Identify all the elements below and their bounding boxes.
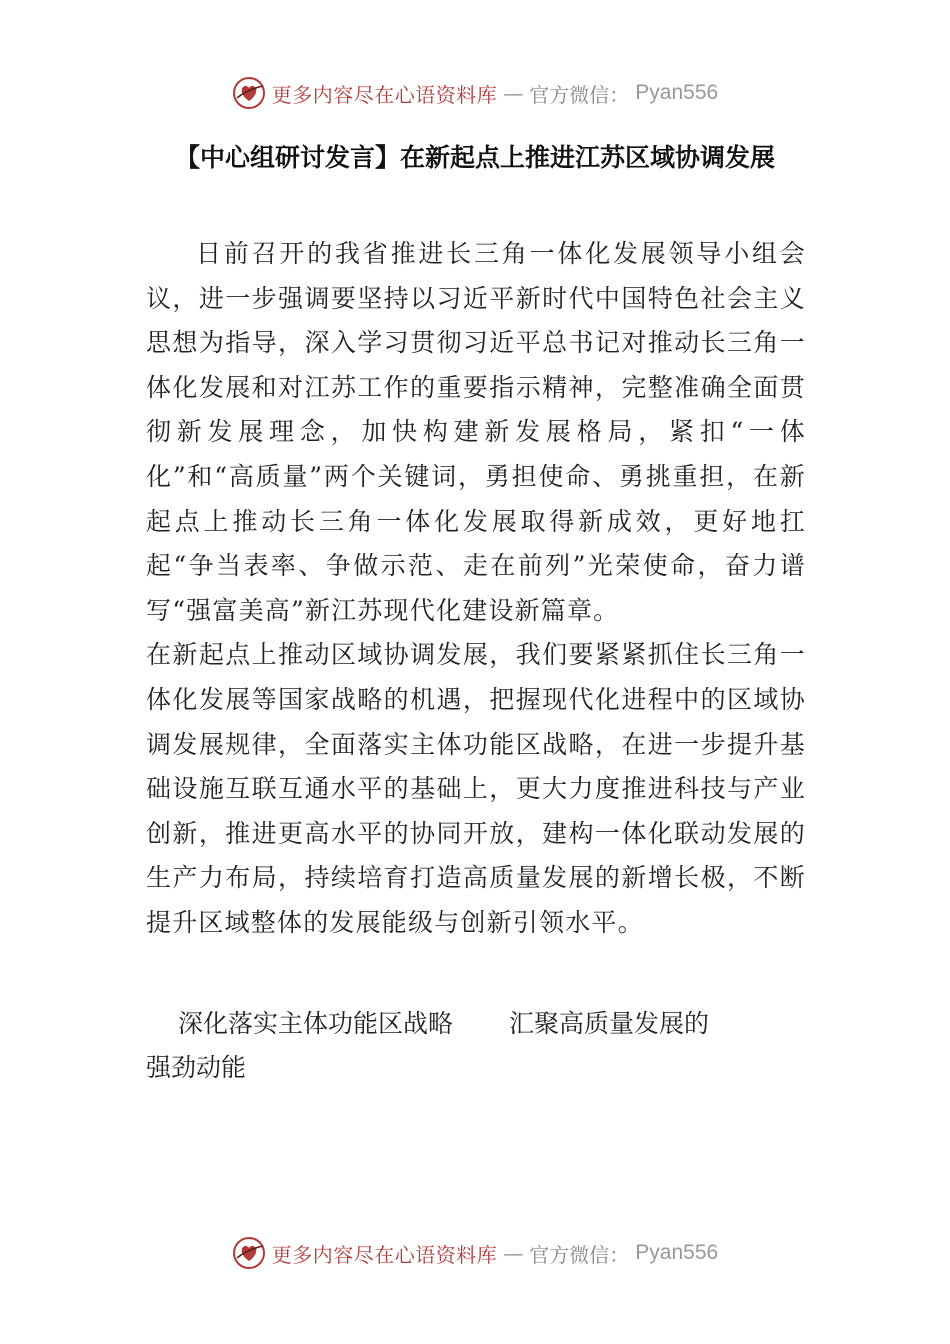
watermark-header — [0, 73, 950, 113]
subheading-part-3: 强劲动能 — [146, 1053, 247, 1082]
paragraph-2: 在新起点上推动区域协调发展，我们要紧紧抓住长三角一体化发展等国家战略的机遇，把握现代化进程中的区域协调发展规律，全面落实主体功能区战略，在进一步提升基础设施互联互通水平的基础上，更大力度推进科技与产业创新，推进更高水平的协同开放，建构一体化联动发展的生产力布局，持续培育打造高质量发展的新增长极，不断提升区域整体的发展能级与创新引领水平。 — [146, 640, 806, 937]
subheading-part-1: 深化落实主体功能区战略 — [178, 1009, 454, 1038]
watermark-footer — [0, 1233, 950, 1273]
watermark-text: 更多内容尽在心语资料库 — [271, 1242, 498, 1267]
watermark-dash: — — [503, 1241, 524, 1265]
paragraph-1: 日前召开的我省推进长三角一体化发展领导小组会议，进一步强调要坚持以习近平新时代中国特色社会主义思想为指导，深入学习贯彻习近平总书记对推动长三角一体化发展和对江苏工作的重要指示精神，完整准确全面贯彻新发展理念，加快构建新发展格局，紧扣“一体化”和“高质量”两个关键词，勇担使命、勇挑重担，在新起点上推动长三角一体化发展取得新成效，更好地扛起“争当表率、争做示范、走在前列”光荣使命，奋力谱写“强富美高”新江苏现代化建设新篇章。 — [146, 239, 806, 625]
watermark-text: 更多内容尽在心语资料库 — [271, 82, 498, 107]
watermark-official-label: 官方微信： — [529, 82, 630, 107]
watermark-official-label: 官方微信： — [529, 1242, 630, 1267]
heart-logo-icon — [232, 76, 266, 110]
watermark-wechat-id: Pyan556 — [635, 81, 719, 104]
watermark-wechat-id: Pyan556 — [635, 1241, 719, 1264]
section-subheading — [146, 1002, 806, 1090]
document-body — [146, 232, 806, 946]
subheading-part-2: 汇聚高质量发展的 — [509, 1009, 710, 1038]
watermark-dash: — — [503, 81, 524, 105]
heart-logo-icon — [232, 1236, 266, 1270]
document-title: 【中心组研讨发言】在新起点上推进江苏区域协调发展 — [174, 143, 775, 172]
